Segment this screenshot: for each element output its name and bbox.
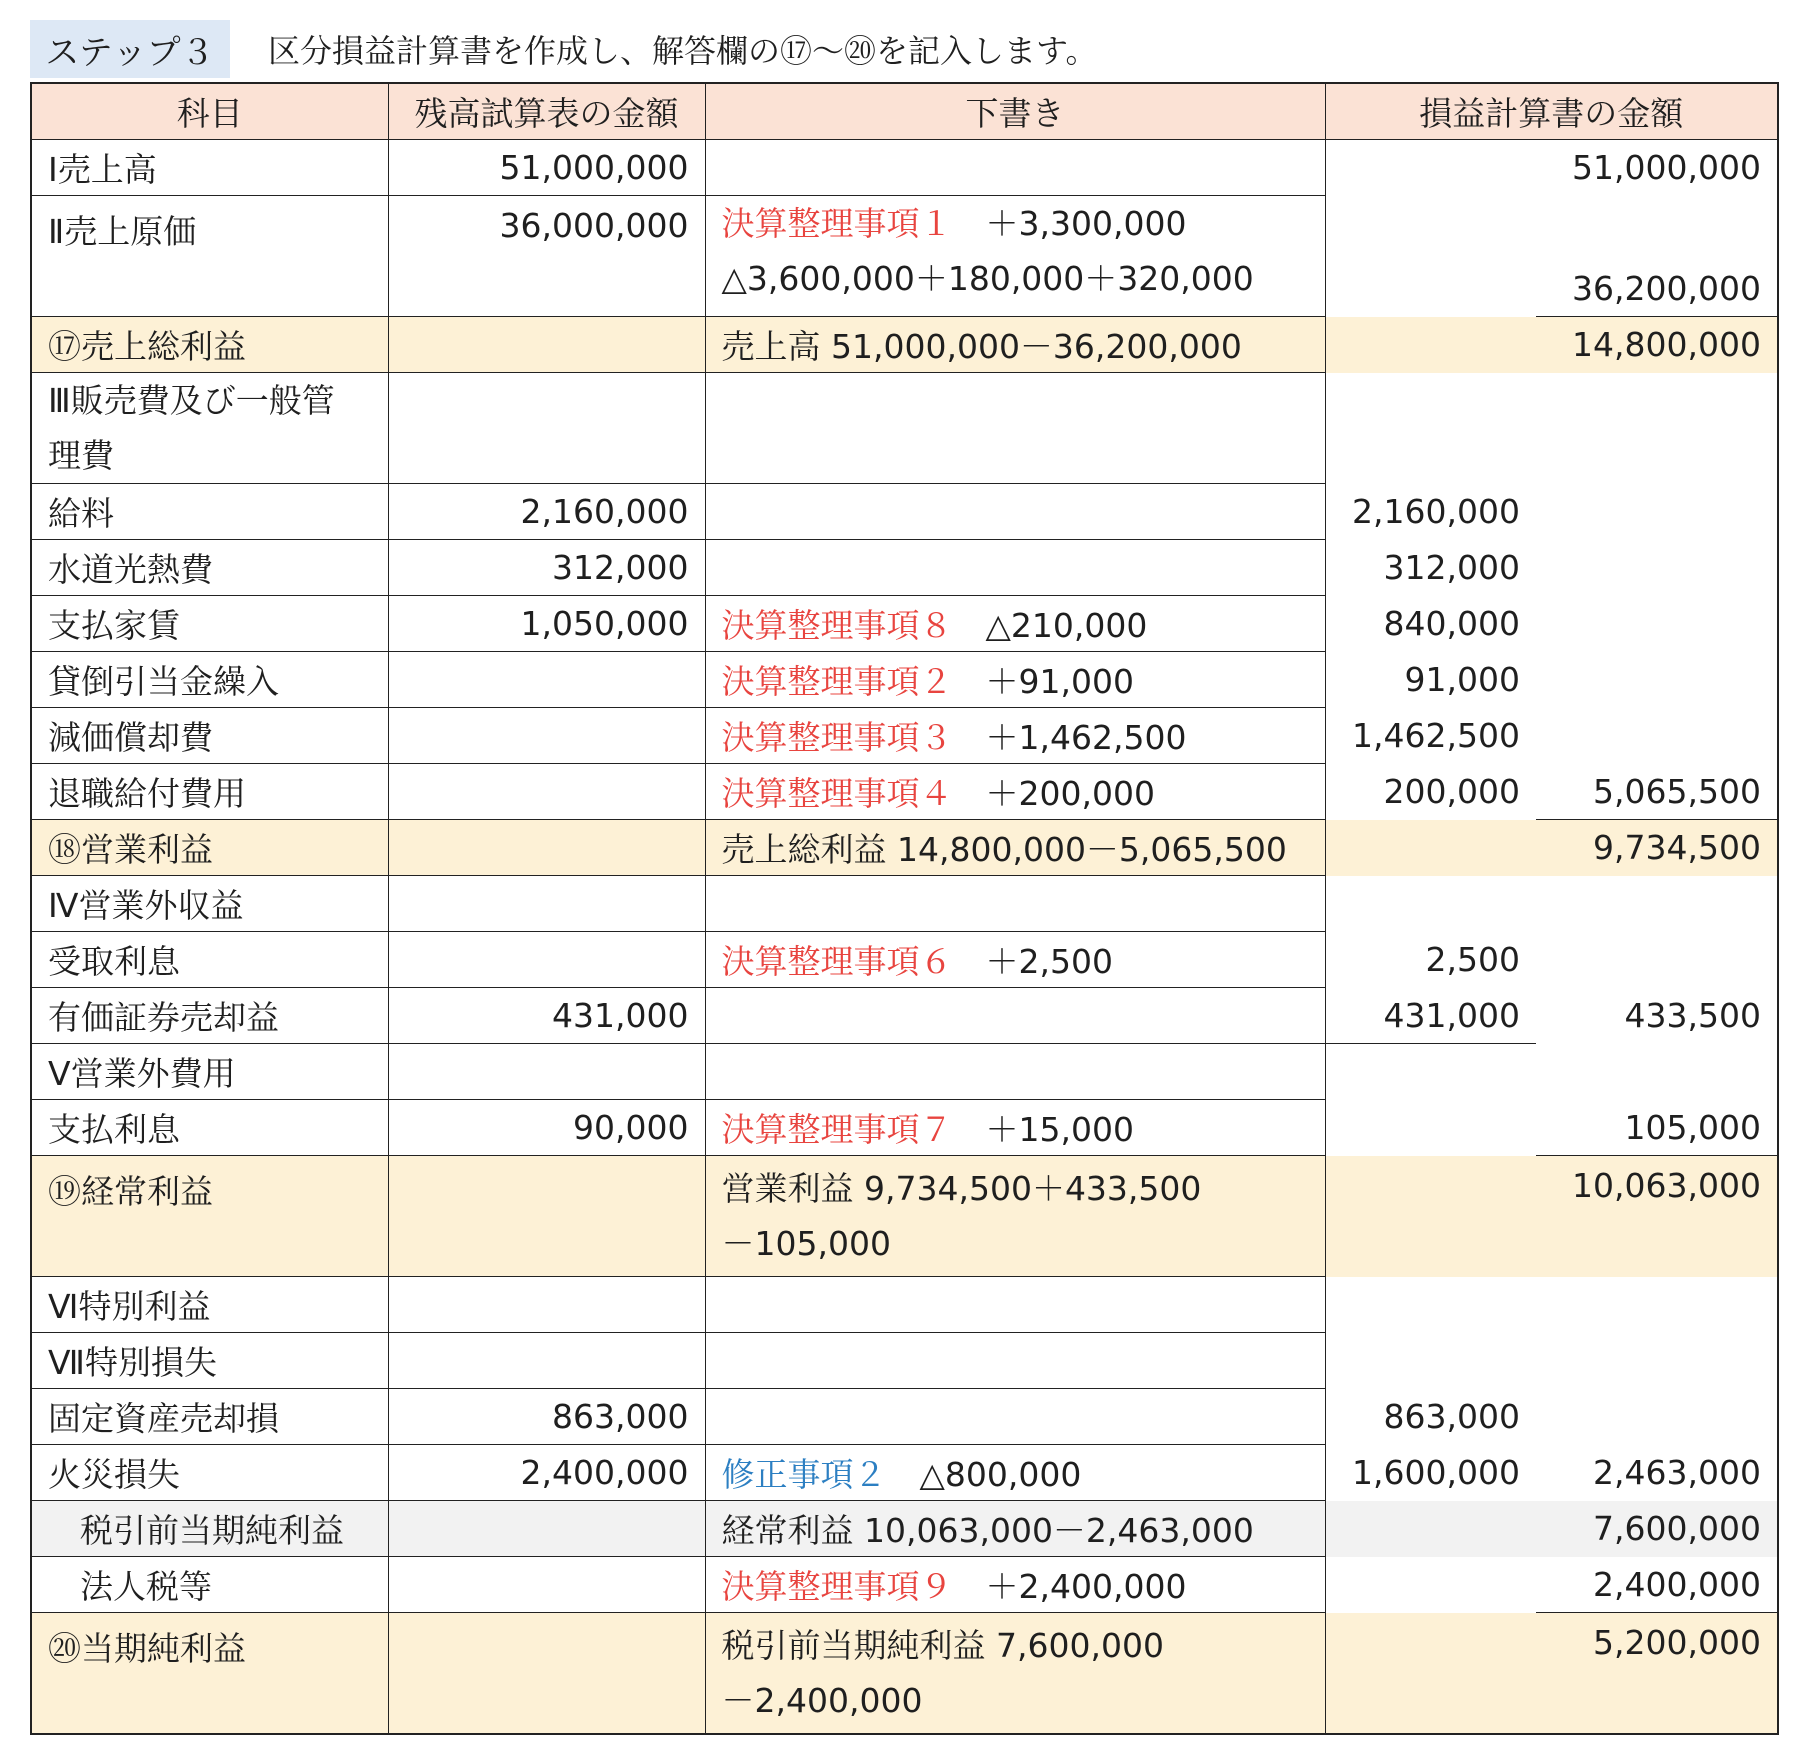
row-outer-amount: 105,000 (1536, 1100, 1778, 1156)
table-row (31, 596, 1778, 652)
row-inner-amount: 2,500 (1325, 932, 1536, 988)
table-row (31, 1333, 1778, 1389)
row-draft (705, 1445, 1325, 1501)
row-outer-amount (1536, 484, 1778, 540)
row-draft (705, 1389, 1325, 1445)
row-trial-amount: 2,160,000 (388, 484, 705, 540)
adjustment-ref: 決算整理事項２ (721, 662, 953, 701)
row-inner-amount (1325, 1501, 1536, 1557)
row-outer-amount (1536, 1277, 1778, 1333)
row-inner-amount (1325, 876, 1536, 932)
row-subject: Ⅶ特別損失 (31, 1333, 388, 1389)
row-inner-amount (1325, 1333, 1536, 1389)
table-row (31, 1156, 1778, 1277)
table-row (31, 876, 1778, 932)
table-row (31, 1277, 1778, 1333)
row-subject: 有価証券売却益 (31, 988, 388, 1044)
row-trial-amount: 90,000 (388, 1100, 705, 1156)
income-statement-table (30, 82, 1779, 1735)
row-trial-amount: 431,000 (388, 988, 705, 1044)
row-inner-amount (1325, 1613, 1536, 1735)
row-outer-amount (1536, 1389, 1778, 1445)
row-draft: 税引前当期純利益 7,600,000 －2,400,000 (705, 1613, 1325, 1735)
adjustment-value: ＋15,000 (985, 1110, 1134, 1149)
row-subject: ⑲経常利益 (31, 1156, 388, 1277)
row-outer-amount: 7,600,000 (1536, 1501, 1778, 1557)
row-subject: Ⅳ営業外収益 (31, 876, 388, 932)
row-inner-amount (1325, 140, 1536, 196)
row-outer-amount: 9,734,500 (1536, 820, 1778, 876)
row-trial-amount (388, 373, 705, 484)
table-row (31, 140, 1778, 196)
table-row (31, 196, 1778, 317)
row-inner-amount: 863,000 (1325, 1389, 1536, 1445)
row-draft (705, 708, 1325, 764)
row-draft (705, 484, 1325, 540)
row-subject: 貸倒引当金繰入 (31, 652, 388, 708)
row-subject: Ⅱ売上原価 (31, 196, 388, 317)
row-trial-amount (388, 652, 705, 708)
table-row (31, 1613, 1778, 1735)
row-subject: 固定資産売却損 (31, 1389, 388, 1445)
row-subject: ⑳当期純利益 (31, 1613, 388, 1735)
col-header-draft: 下書き (705, 83, 1325, 140)
row-subject: 水道光熱費 (31, 540, 388, 596)
row-draft (705, 596, 1325, 652)
row-outer-amount (1536, 596, 1778, 652)
row-inner-amount: 2,160,000 (1325, 484, 1536, 540)
table-row (31, 1100, 1778, 1156)
adjustment-value: ＋2,400,000 (985, 1567, 1187, 1606)
adjustment-value: ＋1,462,500 (985, 718, 1187, 757)
row-trial-amount (388, 1333, 705, 1389)
row-inner-amount: 840,000 (1325, 596, 1536, 652)
adjustment-value: ＋200,000 (985, 774, 1155, 813)
row-trial-amount: 36,000,000 (388, 196, 705, 317)
row-outer-amount (1536, 876, 1778, 932)
table-row (31, 1501, 1778, 1557)
header-row (31, 83, 1778, 140)
table-row (31, 820, 1778, 876)
row-draft: 経常利益 10,063,000－2,463,000 (705, 1501, 1325, 1557)
table-row (31, 373, 1778, 484)
row-subject: Ⅵ特別利益 (31, 1277, 388, 1333)
row-subject: 退職給付費用 (31, 764, 388, 820)
adjustment-ref: 決算整理事項６ (721, 942, 953, 981)
row-inner-amount (1325, 1277, 1536, 1333)
row-subject: 減価償却費 (31, 708, 388, 764)
row-outer-amount (1536, 932, 1778, 988)
row-subject: 支払利息 (31, 1100, 388, 1156)
row-subject: 給料 (31, 484, 388, 540)
row-trial-amount (388, 1613, 705, 1735)
row-inner-amount (1325, 1100, 1536, 1156)
row-subject: 法人税等 (31, 1557, 388, 1613)
row-inner-amount: 312,000 (1325, 540, 1536, 596)
row-draft (705, 1044, 1325, 1100)
row-draft (705, 196, 1325, 317)
row-outer-amount (1536, 540, 1778, 596)
row-trial-amount (388, 764, 705, 820)
row-outer-amount: 10,063,000 (1536, 1156, 1778, 1277)
row-draft (705, 540, 1325, 596)
row-outer-amount (1536, 652, 1778, 708)
row-subject: 支払家賃 (31, 596, 388, 652)
table-row (31, 1389, 1778, 1445)
row-inner-amount: 1,600,000 (1325, 1445, 1536, 1501)
row-outer-amount: 2,463,000 (1536, 1445, 1778, 1501)
row-inner-amount (1325, 1044, 1536, 1100)
row-trial-amount: 1,050,000 (388, 596, 705, 652)
row-inner-amount (1325, 373, 1536, 484)
row-draft (705, 1333, 1325, 1389)
adjustment-value: ＋3,300,000 (985, 204, 1187, 243)
table-row (31, 764, 1778, 820)
table-row (31, 708, 1778, 764)
row-draft (705, 140, 1325, 196)
row-outer-amount (1536, 373, 1778, 484)
row-trial-amount (388, 876, 705, 932)
table-row (31, 652, 1778, 708)
row-draft (705, 1557, 1325, 1613)
row-trial-amount: 51,000,000 (388, 140, 705, 196)
step-badge: ステップ３ (30, 20, 230, 78)
row-draft (705, 1277, 1325, 1333)
table-row (31, 1557, 1778, 1613)
correction-ref: 修正事項２ (721, 1455, 887, 1494)
table-row (31, 932, 1778, 988)
table-row (31, 1044, 1778, 1100)
table-row (31, 484, 1778, 540)
row-trial-amount (388, 820, 705, 876)
row-draft: 売上高 51,000,000－36,200,000 (705, 317, 1325, 373)
row-trial-amount: 863,000 (388, 1389, 705, 1445)
row-inner-amount (1325, 1557, 1536, 1613)
row-subject: ⑰売上総利益 (31, 317, 388, 373)
row-trial-amount (388, 317, 705, 373)
adjustment-ref: 決算整理事項１ (721, 204, 953, 243)
row-draft (705, 373, 1325, 484)
row-trial-amount (388, 1156, 705, 1277)
row-inner-amount: 91,000 (1325, 652, 1536, 708)
row-inner-amount: 1,462,500 (1325, 708, 1536, 764)
row-inner-amount: 431,000 (1325, 988, 1536, 1044)
row-outer-amount: 51,000,000 (1536, 140, 1778, 196)
row-subject: 税引前当期純利益 (31, 1501, 388, 1557)
instruction-text: 区分損益計算書を作成し、解答欄の⑰〜⑳を記入します。 (268, 32, 1098, 70)
draft-line2: △3,600,000＋180,000＋320,000 (721, 259, 1254, 298)
adjustment-value: △210,000 (985, 606, 1148, 645)
row-trial-amount (388, 1277, 705, 1333)
table-row (31, 988, 1778, 1044)
row-outer-amount: 14,800,000 (1536, 317, 1778, 373)
row-subject: 火災損失 (31, 1445, 388, 1501)
row-outer-amount: 36,200,000 (1536, 196, 1778, 317)
adjustment-ref: 決算整理事項７ (721, 1110, 953, 1149)
row-outer-amount: 433,500 (1536, 988, 1778, 1044)
row-outer-amount: 5,200,000 (1536, 1613, 1778, 1735)
row-draft: 営業利益 9,734,500＋433,500 －105,000 (705, 1156, 1325, 1277)
col-header-subject: 科目 (31, 83, 388, 140)
row-trial-amount (388, 1044, 705, 1100)
col-header-trial-balance: 残高試算表の金額 (388, 83, 705, 140)
table-row (31, 540, 1778, 596)
adjustment-ref: 決算整理事項３ (721, 718, 953, 757)
row-subject: Ⅴ営業外費用 (31, 1044, 388, 1100)
row-trial-amount: 312,000 (388, 540, 705, 596)
adjustment-value: ＋2,500 (985, 942, 1113, 981)
row-outer-amount (1536, 708, 1778, 764)
row-subject: Ⅰ売上高 (31, 140, 388, 196)
page-header (30, 20, 1097, 78)
row-inner-amount (1325, 820, 1536, 876)
row-draft (705, 1100, 1325, 1156)
row-subject: Ⅲ販売費及び一般管 理費 (31, 373, 388, 484)
row-outer-amount: 2,400,000 (1536, 1557, 1778, 1613)
row-draft (705, 932, 1325, 988)
adjustment-ref: 決算整理事項４ (721, 774, 953, 813)
row-inner-amount (1325, 1156, 1536, 1277)
row-subject: 受取利息 (31, 932, 388, 988)
adjustment-ref: 決算整理事項８ (721, 606, 953, 645)
row-draft (705, 652, 1325, 708)
table-row (31, 317, 1778, 373)
adjustment-ref: 決算整理事項９ (721, 1567, 953, 1606)
row-trial-amount (388, 1557, 705, 1613)
row-subject: ⑱営業利益 (31, 820, 388, 876)
adjustment-value: △800,000 (919, 1455, 1082, 1494)
row-outer-amount (1536, 1333, 1778, 1389)
row-trial-amount (388, 1501, 705, 1557)
row-draft (705, 764, 1325, 820)
row-draft (705, 988, 1325, 1044)
col-header-pl-amount: 損益計算書の金額 (1325, 83, 1778, 140)
adjustment-value: ＋91,000 (985, 662, 1134, 701)
row-outer-amount: 5,065,500 (1536, 764, 1778, 820)
row-draft: 売上総利益 14,800,000－5,065,500 (705, 820, 1325, 876)
row-trial-amount (388, 932, 705, 988)
row-inner-amount (1325, 317, 1536, 373)
row-trial-amount (388, 708, 705, 764)
row-draft (705, 876, 1325, 932)
row-inner-amount (1325, 196, 1536, 317)
row-outer-amount (1536, 1044, 1778, 1100)
table-row (31, 1445, 1778, 1501)
row-inner-amount: 200,000 (1325, 764, 1536, 820)
row-trial-amount: 2,400,000 (388, 1445, 705, 1501)
